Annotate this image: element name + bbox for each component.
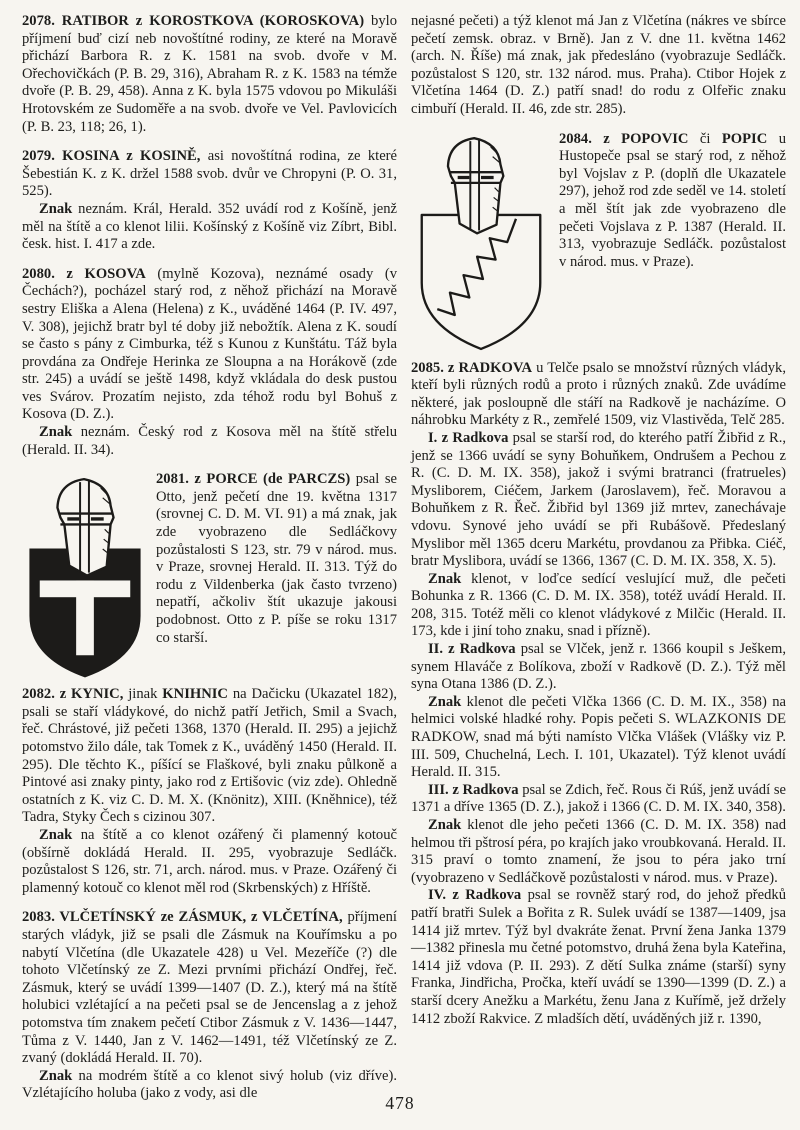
body-text: na štítě a co klenot ozářený či plamenný kotouč (obšírně dokládá Herald. II. 295, vyobrazuje Sedláčk. pozůstalost S 126, str. 71, arch. národ. mus. v Praze. Ozářený či plamenný kotouč co klenot měl rod (Skrbenských) z Hříště. — [22, 827, 397, 896]
body-text: neznám. Český rod z Kosova měl na štítě střelu (Herald. II. 34). — [22, 424, 397, 458]
entry-2085-z-radkova — [411, 360, 786, 1029]
body-text: u Telče psalo se množství různých vládyk, kteří byli různých rodů a proto i různých znaků. Zde uvádíme některé, jak posloupně dle stáří na Radkově je nacházíme. O náhrobku Markéty z R., zemřelé 1509, viz Vlastivěda, Telč 285. — [411, 359, 786, 429]
body-text: jinak — [123, 686, 163, 703]
paragraph — [411, 430, 786, 571]
entry-2079-kosina-z-kosine — [22, 148, 397, 254]
paragraph — [411, 817, 786, 887]
bold-text: Znak — [39, 200, 73, 217]
body-text: klenot dle pečeti Vlčka 1366 (C. D. M. IX., 358) na helmici volské hladké rohy. Popis pečeti S. WLAZKONIS DE RADKOW, snad má býti namísto Vlčka Vlášek (Vlášky viz P. III. 509, Chuchelná, Lech. I. 101, Ukazatel). Týž klenot uvádí Herald. II. 315. — [411, 693, 786, 781]
bold-text: 2078. RATIBOR z KOROSTKOVA (KOROSKOVA) — [22, 13, 365, 29]
entry-2080-z-kosova — [22, 266, 397, 460]
entry-2083-vlcetinsky-ze-zasmuk — [22, 909, 397, 1103]
bold-text: I. z Radkova — [428, 429, 509, 446]
body-text: (mylně Kozova), neznámé osady (v Čechách?), pocházel starý rod, z něhož přichází na Moravě sestry Eliška a Alena (Helena) z K., uváděné 1464 (P. IV. 497, V. 308), jejichž bratr byl té doby již nebožtík. Alena z K. soudí se často s pány z Cimburka, též s Kunou z Kunštátu. Táž byla provdána za Ondřeje Herinka ze Sloupna a na Horákově (zde str. 245) a uvádí se ještě 1498, když vkládala do desk pustou ves Svárov. Prozatím nejisto, zda téhož rodu byl Bohuš z Kosova (D. Z.). — [22, 265, 398, 423]
bold-text: POPIC — [721, 130, 768, 147]
paragraph — [411, 571, 786, 641]
page-number: 478 — [385, 1093, 415, 1113]
bold-text: 2083. VLČETÍNSKÝ ze ZÁSMUK, z VLČETÍNA, — [22, 909, 343, 926]
body-text: psal se Vlček, jenž r. 1366 koupil s Ješkem, synem Hlaváče z Bolíkova, zboží v Radkově (D. Z.). Týž měl syna Otana 1386 (D. Z.). — [411, 641, 786, 693]
bold-text: KNIHNIC — [162, 686, 228, 703]
bold-text: 2079. KOSINA z KOSINĚ, — [22, 148, 201, 165]
bold-text: 2085. z RADKOVA — [411, 359, 533, 376]
bold-text: Znak — [39, 424, 73, 441]
entry-2083-continuation — [411, 13, 786, 119]
bold-text: Znak — [39, 1067, 73, 1084]
popovic-coat-of-arms-figure — [413, 134, 549, 358]
body-text: či — [688, 130, 722, 147]
body-text: psal se starší rod, do kterého patří Žibřid z R., jenž se 1366 uvádí se syny Bohuňkem, Ondrušem a Pechou z R. (C. D. M. IX. 358), jakož i svými bratranci (fratrueles) Mysliborem, Ciéčem, Jarkem (Jaroslavem), řeč. Moravou a Bohuňkem z R. Řeč. Žibřid byl 1369 již mrtev, zanechávaje vdovu. Synové jeho uvádí se při Rubášově. Předeslaný Myslibor měl 1365 dceru Markétu, provdanou za Přibka. Ciéč, bratr Myslibora, uvádí se 1366, 1367 (C. D. M. IX. 358, X. 5). — [411, 429, 787, 570]
paragraph — [411, 360, 786, 430]
paragraph — [22, 266, 397, 424]
bold-text: III. z Radkova — [428, 781, 519, 798]
paragraph — [22, 909, 397, 1067]
bold-text: 2081. z PORCE (de PARCZS) — [156, 471, 351, 488]
body-text: klenot dle jeho pečeti 1366 (C. D. M. IX. 358) nad helmou tři pštrosí péra, po krajích jako vroubkovaná. Herald. II. 315 praví o tomto znamení, že jsou to péra jako trní (vyobrazeno v Sedláčkově pozůstalosti v národ. mus. v Praze). — [411, 817, 786, 886]
body-text: u Hustopeče psal se starý rod, z něhož byl Vojslav z P. (doplň dle Ukazatele 297), jehož rod zde seděl ve 14. století a měl štít jak zde vyobrazeno dle pečeti Vojslava z P. 1387 (Herald. II. 313, vyobrazuje Sedláčk. pozůstalost v národ. mus. v Praze). — [559, 130, 786, 270]
paragraph — [411, 13, 786, 119]
paragraph — [22, 424, 397, 459]
bold-text: IV. z Radkova — [428, 887, 522, 904]
body-text: psal se rovněž starý rod, do jehož předků patří bratři Sulek a Bořita z R. Sulek uvádí se 1387—1409, jsa 1414 již mrtev. Týž byl dvakráte ženat. První žena Janka 1379—1382 přinesla mu četné potomstvo, druhá žena byla Kateřina, 1414 již vdova (P. II. 293). Z dětí Sulka známe (starší) syny Franka, Jindřicha, Pročka, kteří uvádí se 1390—1399 (D. Z.) a starší dcery Anežku a Markétu, ženu Jana z Kuřímě, jež držely 1412 zboží Rakvice. Z mladších dětí, uváděných již r. 1390, — [411, 887, 787, 1027]
bold-text: Znak — [428, 570, 462, 587]
paragraph — [411, 887, 786, 1028]
paragraph — [22, 13, 397, 136]
body-text: nejasné pečeti) a týž klenot má Jan z Vlčetína (nákres ve sbírce pečetí zemsk. obraz. v Brně). Jan z V. dne 11. května 1462 (arch. N. Říše) má znak, jak předesláno (vyobrazuje Sedláčk. pozůstalost S 120, str. 132 národ. mus. Praha). Ctibor Hojek z Vlčetína 1464 (D. Z.) patří snad! do rodu z Olfeřic znaku cimbuří (Herald. II. 46, zde str. 285). — [411, 13, 786, 117]
bold-text: Znak — [428, 817, 462, 833]
left-column — [22, 13, 397, 1115]
body-text: příjmení starých vládyk, již se psali dle Zásmuk na Kouřímsku a po nabytí Vlčetína (dle Ukazatele 428) u Vel. Mezeříče (?) dle tohoto Vlčetínský ze Z. Mezi prvními přichází Ondřej, řeč. Zásmuk, který se uvádí 1399—1407 (D. Z.), který má na štítě holubici vzlétající a na pečeti psal se de Jencenslag a z jehož potomstva tím znakem pečetí Ctibor Zásmuk z V. 1436—1447, Tůma z V. 1440, Jan z V. 1462—1491, též Vlčetínský ze Z. zvaný (dokládá Herald. II. 70). — [22, 909, 397, 1067]
porce-coat-of-arms-figure — [24, 474, 146, 684]
paragraph — [22, 201, 397, 254]
body-text: na modrém štítě a co klenot sivý holub (viz dříve). Vzlétajícího holuba (jako z vody, asi dle — [22, 1067, 397, 1102]
paragraph — [22, 686, 397, 827]
bold-text: 2084. z POPOVIC — [559, 130, 689, 147]
entry-2084-z-popovic — [411, 131, 786, 272]
body-text: asi novoštítná rodina, ze které Šebestián K. z K. držel 1588 svob. dvůr ve Chropyni (P. O. 31, 525). — [22, 148, 398, 200]
body-text: neznám. Král, Herald. 352 uvádí rod z Košíně, jenž měl na štítě a co klenot lilii. Košínský z Košíně viz Zíbrt, Bibl. česk. hist. I. 417 a zde. — [22, 200, 397, 253]
body-text: bylo příjmení buď cizí neb novoštítné rodiny, ze které na Moravě přichází Barbora R. z K. 1581 na svob. dvoře v M. Ořechovičkách (P. B. 29, 316), Abraham R. z K. 1583 na témže dvoře (P. B. 29, 458). Anna z K. byla 1575 vdovou po Mikuláši Hrotovském ze Sudoměře a na svob. dvoře ve Vel. Pavlovicích (P. B. 23, 118; 26, 1). — [22, 13, 398, 135]
bold-text: Znak — [39, 827, 73, 843]
entry-2078-ratibor-z-korostkova — [22, 13, 397, 136]
paragraph — [22, 148, 397, 201]
paragraph — [411, 641, 786, 694]
right-column — [411, 13, 786, 1115]
body-text: psal se Zdich, řeč. Rous či Rúš, jenž uvádí se 1371 a dříve 1365 (D. Z.), jakož i 1366 (C. D. M. IX. 340, 358). — [411, 781, 787, 816]
bold-text: Znak — [428, 693, 462, 710]
entry-2082-z-kynic — [22, 686, 397, 897]
body-text: na Dačicku (Ukazatel 182), psali se staří vládykové, do nichž patří Jetřich, Smil a Svach, řeč. Chrástové, již pečeti 1368, 1370 (Herald. II. 295) a jejichž potomstvo žilo dále, tak Tomek z K., uváděný 1450 (Herald. II. 295). Dle těchto K., píšící se Flaškové, byli znaku půlkoně a Pintové asi znaky pinty, jako rod z Ertišovic (viz zde). Ohledně ostatních z K. viz C. D. M. X. (Knönitz), XIII. (Kněhnice), též Tadra, Styky Čech s cizinou 307. — [22, 686, 397, 826]
bold-text: 2082. z KYNIC, — [22, 686, 124, 703]
paragraph — [411, 782, 786, 817]
body-text: psal se Otto, jenž pečetí dne 19. května 1317 (srovnej C. D. M. VI. 91) a má znak, jak zde vyobrazeno dle Sedláčkovy pozůstalosti S 123, str. 79 v národ. mus. v Praze, srovnej Herald. II. 313. Týž do rodu z Vildenberka (jak často tvrzeno) nepatří, ačkoliv štít ukazuje jakousi podobnost. Otto z P. píše se roku 1317 co starší. — [156, 471, 397, 646]
entry-2081-z-porce — [22, 471, 397, 647]
paragraph — [411, 694, 786, 782]
bold-text: 2080. z KOSOVA — [22, 265, 146, 282]
paragraph — [22, 827, 397, 897]
body-text: klenot, v loďce sedící veslující muž, dle pečeti Bohunka z R. 1366 (C. D. M. IX. 358), totéž uvádí Herald. II. 208, 315. Totéž měli co klenot vládykové z Milčic (Herald. II. 173, kde i jiní toho znaku, snad i přízně). — [411, 570, 786, 640]
bold-text: II. z Radkova — [428, 641, 516, 658]
